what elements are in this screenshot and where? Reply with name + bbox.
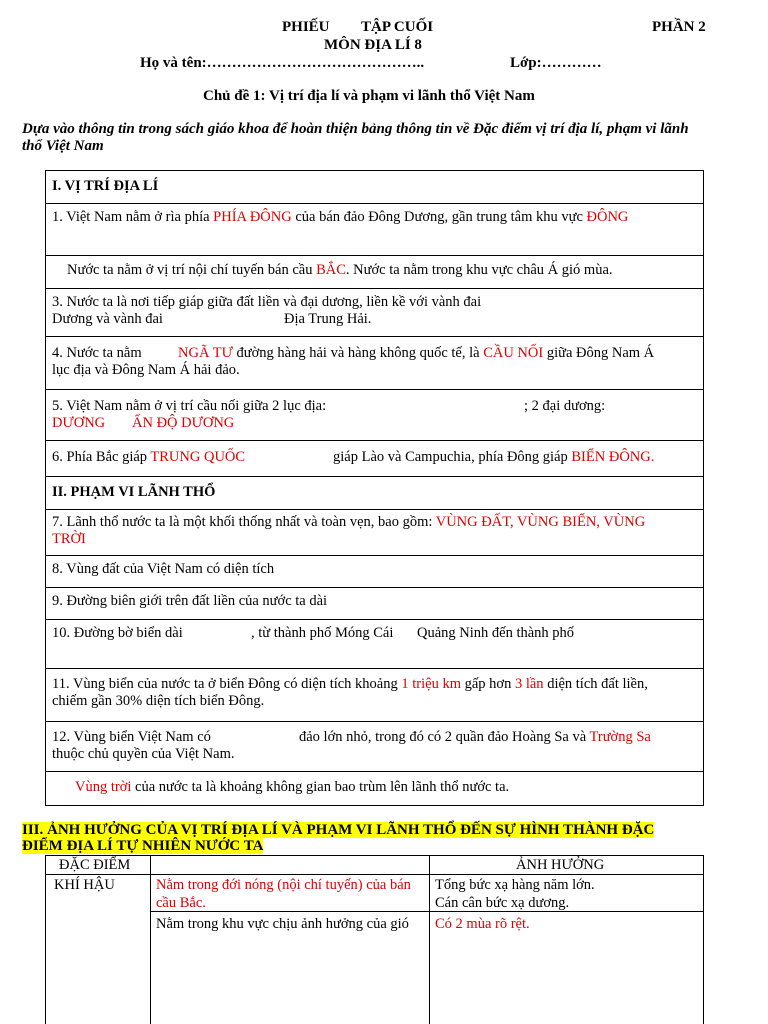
header-impact: ẢNH HƯỞNG [516, 857, 605, 873]
row-1-part-a: 1. Việt Nam nằm ở rìa phía [52, 209, 214, 225]
section-1-title: I. VỊ TRÍ ĐỊA LÍ [52, 178, 159, 194]
table-row [46, 389, 703, 441]
climate-cause-1-line-2: cầu Bắc. [156, 895, 206, 911]
row-12-part-a: 12. Vùng biển Việt Nam có [52, 729, 211, 745]
row-7-answer-sky: TRỜI [52, 531, 86, 547]
section-3-title-text-2: ĐIỂM ĐỊA LÍ TỰ NHIÊN NƯỚC TA [22, 838, 264, 854]
row-4-answer-crossroad: NGÃ TƯ [178, 345, 233, 361]
topic-title: Chủ đề 1: Vị trí địa lí và phạm vi lãnh thổ Việt Nam [203, 88, 535, 104]
name-field-label: Họ và tên:…………………………………….. [140, 55, 425, 71]
row-8-text: 8. Vùng đất của Việt Nam có diện tích [52, 561, 275, 577]
row-5-part-a: 5. Việt Nam nằm ở vị trí cầu nối giữa 2 lục địa: [52, 398, 327, 414]
row-6-part-c: giáp Lào và Campuchia, phía Đông giáp [333, 449, 572, 465]
climate-cause-2: Nằm trong khu vực chịu ảnh hưởng của gió [156, 916, 409, 932]
column-divider [150, 856, 151, 1024]
table-row [46, 668, 703, 722]
climate-effect-1: Tổng bức xạ hàng năm lớn. [435, 877, 595, 893]
table-row [46, 203, 703, 256]
row-13-answer-airspace: Vùng trời [75, 779, 132, 795]
row-6-answer-china: TRUNG QUỐC [150, 449, 246, 465]
row-4-line-1 [178, 345, 654, 362]
feature-climate: KHÍ HẬU [54, 877, 115, 893]
part-label: PHẦN 2 [652, 19, 706, 35]
row-divider [150, 911, 703, 912]
row-4-part-e: giữa Đông Nam Á [543, 345, 655, 361]
row-5-part-b: ; 2 đại dương: [524, 398, 606, 414]
instruction-line-2: thổ Việt Nam [22, 138, 104, 154]
row-11-part-e: diện tích đất liền, [543, 676, 648, 692]
row-2-part-a: Nước ta nằm ở vị trí nội chí tuyến bán cầu [67, 262, 317, 278]
row-12-line-2: thuộc chủ quyền của Việt Nam. [52, 746, 235, 762]
section-3-title-text-1: III. ẢNH HƯỞNG CỦA VỊ TRÍ ĐỊA LÍ VÀ PHẠM VI LÃNH THỔ ĐẾN SỰ HÌNH THÀNH ĐẶC [22, 822, 655, 838]
row-13-text [75, 779, 509, 796]
row-4-answer-bridge: CẦU NỐI [483, 345, 544, 361]
table-row [46, 587, 703, 620]
climate-effect-3: Có 2 mùa rõ rệt. [435, 916, 530, 932]
row-4-part-c: đường hàng hải và hàng không quốc tế, là [232, 345, 484, 361]
location-territory-table [45, 170, 704, 806]
row-12-part-b: đảo lớn nhỏ, trong đó có 2 quần đảo Hoàng Sa và [299, 729, 590, 745]
row-12-answer-truong-sa: Trường Sa [589, 729, 651, 745]
row-1-answer-east: PHÍA ĐÔNG [213, 209, 292, 225]
row-11-answer-times: 3 lần [514, 676, 544, 692]
row-13-part-b: của nước ta là khoảng không gian bao trùm lên lãnh thổ nước ta. [131, 779, 510, 795]
header-feature: ĐẶC ĐIỂM [59, 857, 131, 873]
table-row [46, 509, 703, 556]
row-9-text: 9. Đường biên giới trên đất liền của nước ta dài [52, 593, 328, 609]
table-row [46, 336, 703, 390]
table-row [46, 440, 703, 477]
row-5-answer-ocean-1: DƯƠNG [52, 415, 106, 431]
column-divider [429, 856, 430, 1024]
row-6-part-c-d [333, 449, 654, 466]
worksheet-title-b: TẬP CUỐI [361, 19, 434, 35]
climate-cause-1-line-1: Nằm trong đới nóng (nội chí tuyến) của bán [156, 877, 411, 893]
instruction-line-1: Dựa vào thông tin trong sách giáo khoa để hoàn thiện bảng thông tin về Đặc điểm vị trí địa lí, phạm vi lãnh [22, 121, 689, 137]
row-4-line-2: lục địa và Đông Nam Á hải đảo. [52, 362, 240, 378]
row-12-part-b-c [299, 729, 651, 746]
climate-effect-2: Cán cân bức xạ dương. [435, 895, 570, 911]
row-10-part-c: Quảng Ninh đến thành phố [417, 625, 575, 641]
impact-table [45, 855, 704, 1024]
row-5-answer-ocean-2: ẤN ĐỘ DƯƠNG [132, 415, 235, 431]
row-11-line-2: chiếm gần 30% diện tích biển Đông. [52, 693, 265, 709]
table-row [46, 255, 703, 289]
row-7-part-a: 7. Lãnh thổ nước ta là một khối thống nhất và toàn vẹn, bao gồm: [52, 514, 436, 530]
row-2-text [67, 262, 613, 279]
section-3-title-line-2 [22, 838, 263, 855]
row-6-answer-east-sea: BIỂN ĐÔNG. [571, 449, 655, 465]
row-3-line-2b: Địa Trung Hải. [284, 311, 372, 327]
row-1-part-c: của bán đảo Đông Dương, gần trung tâm khu vực [291, 209, 587, 225]
subject-title: MÔN ĐỊA LÍ 8 [324, 37, 422, 53]
table-row [46, 555, 703, 588]
row-11-part-c: gấp hơn [460, 676, 515, 692]
row-6-part-a-b [52, 449, 245, 466]
section-2-title: II. PHẠM VI LÃNH THỔ [52, 484, 216, 500]
row-11-line-1 [52, 676, 648, 693]
table-row [46, 288, 703, 337]
table-row [46, 771, 703, 807]
header-divider [46, 874, 703, 875]
row-10-part-b: , từ thành phố Móng Cái [251, 625, 394, 641]
row-1-answer-region: ĐÔNG [586, 209, 629, 225]
row-2-answer-north: BẮC [316, 262, 346, 278]
row-10-part-a: 10. Đường bờ biển dài [52, 625, 183, 641]
class-field-label: Lớp:………… [510, 55, 602, 71]
row-3-line-1: 3. Nước ta là nơi tiếp giáp giữa đất liền và đại dương, liền kề với vành đai [52, 294, 482, 310]
row-1-text [52, 209, 628, 226]
worksheet-title-a: PHIẾU [282, 19, 330, 35]
row-11-answer-area: 1 triệu km [401, 676, 461, 692]
row-7-line-1 [52, 514, 645, 531]
section-1-header-row [46, 171, 703, 203]
row-4-part-a: 4. Nước ta nằm [52, 345, 142, 361]
row-11-part-a: 11. Vùng biển của nước ta ở biển Đông có diện tích khoảng [52, 676, 402, 692]
table-row [46, 619, 703, 669]
row-3-line-2a: Dương và vành đai [52, 311, 163, 327]
row-7-answer-zones: VÙNG ĐẤT, VÙNG BIỂN, VÙNG [435, 514, 646, 530]
table-row [46, 721, 703, 772]
row-2-part-c: . Nước ta nằm trong khu vực châu Á gió mùa. [345, 262, 613, 278]
row-6-part-a: 6. Phía Bắc giáp [52, 449, 151, 465]
section-2-header-row [46, 476, 703, 510]
section-3-title-line-1 [22, 822, 654, 839]
